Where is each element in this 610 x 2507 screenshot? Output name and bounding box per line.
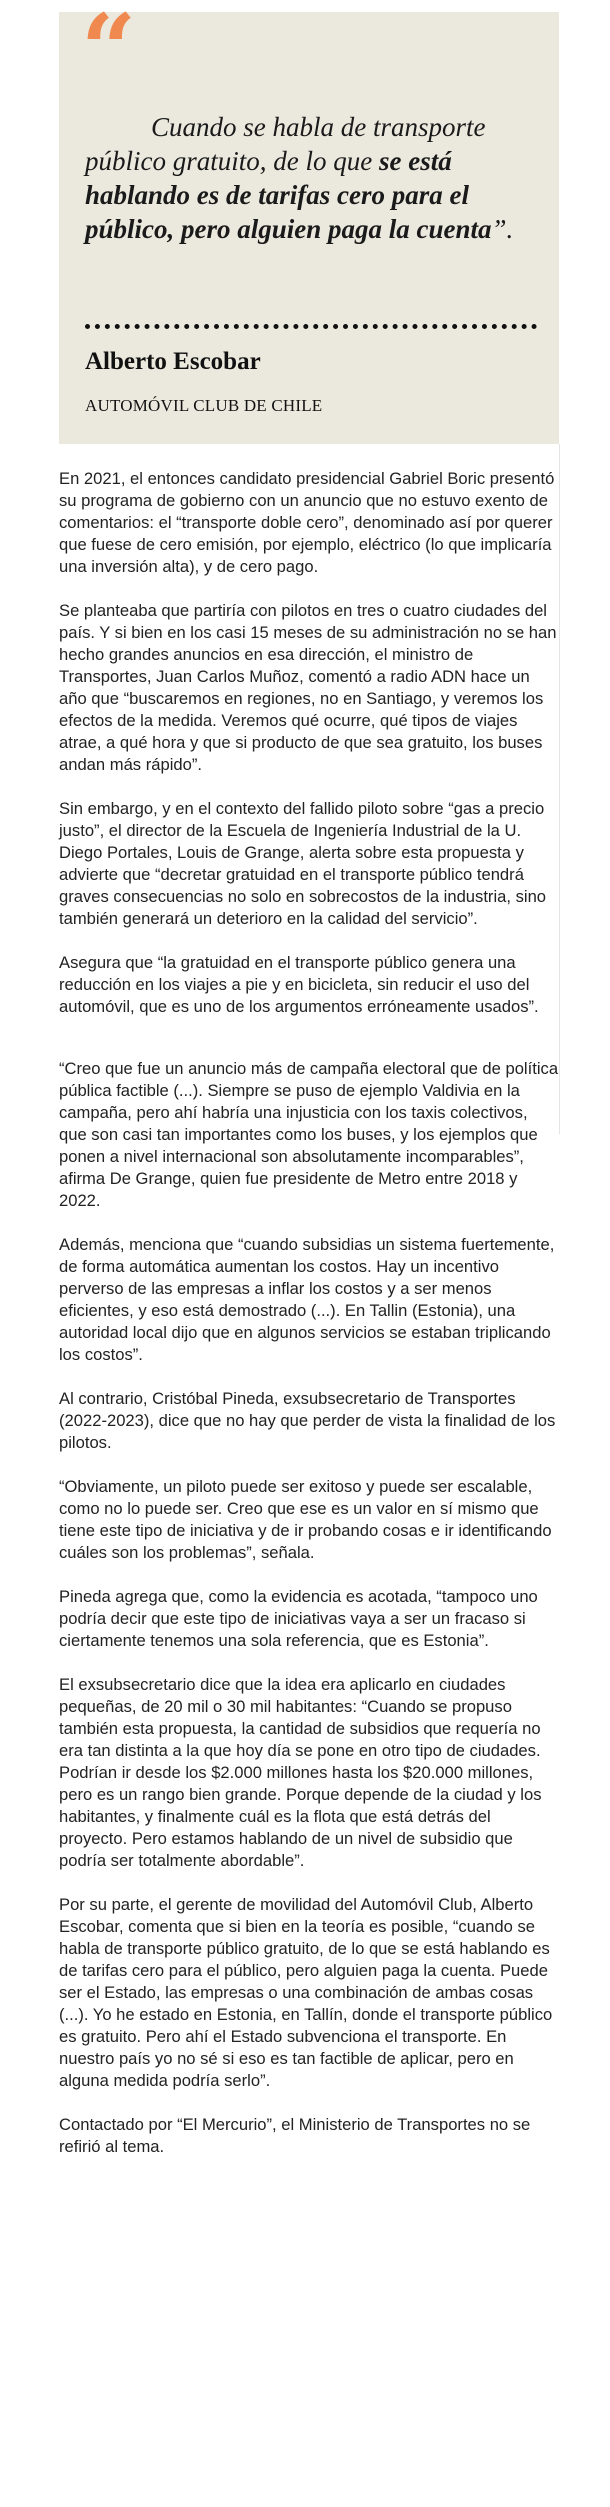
pull-quote-text-bold: se está hablando es de tarifas cero para el público, pero alguien paga la cuenta: [85, 146, 492, 244]
paragraph: Pineda agrega que, como la evidencia es acotada, “tampoco uno podría decir que este tipo de iniciativas vaya a ser un fracaso si ciertamente tenemos una sola referencia, que es Estonia”.: [59, 1587, 538, 1650]
paragraph: Asegura que “la gratuidad en el transporte público genera una reducción en los viajes a pie y en bicicleta, sin reducir el uso del automóvil, que es uno de los argumentos erróneamente usados”.: [59, 953, 539, 1016]
paragraph: “Creo que fue un anuncio más de campaña electoral que de política pública factible (...). Siempre se puso de ejemplo Valdivia en la campaña, pero ahí habría una injusticia con los taxis colectivos, que son casi tan importantes como los buses, y los ejemplos que ponen a nivel internacional son absolutamente incomparables”, afirma De Grange, quien fue presidente de Metro entre 2018 y 2022.: [59, 1059, 559, 1210]
pull-quote-box: [59, 0, 559, 444]
quote-author-organization: AUTOMÓVIL CLUB DE CHILE: [85, 396, 323, 415]
paragraph: Además, menciona que “cuando subsidias un sistema fuertemente, de forma automática aumentan los costos. Hay un incentivo perverso de las empresas a inflar los costos y a ser menos eficientes, y eso está demostrado (...). En Tallin (Estonia), una autoridad local dijo que en algunos servicios se estaban triplicando los costos”.: [59, 1235, 555, 1364]
dotted-divider: [85, 324, 537, 329]
column-rule: [559, 444, 560, 1134]
pull-quote-text: [85, 110, 545, 246]
paragraph: Se planteaba que partiría con pilotos en tres o cuatro ciudades del país. Y si bien en los casi 15 meses de su administración no se han hecho grandes anuncios en esa dirección, el ministro de Transportes, Juan Carlos Muñoz, comentó a radio ADN hace un año que “buscaremos en regiones, no en Santiago, y veremos los efectos de la medida. Veremos qué ocurre, qué tipos de viajes atrae, a qué hora y que si producto de que sea gratuito, los buses andan más rápido”.: [59, 601, 557, 774]
paragraph: Por su parte, el gerente de movilidad del Automóvil Club, Alberto Escobar, comenta que si bien en la teoría es posible, “cuando se habla de transporte público gratuito, de lo que se está hablando es de tarifas cero para el público, pero alguien paga la cuenta. Puede ser el Estado, las empresas o una combinación de ambas cosas (...). Yo he estado en Estonia, en Tallín, donde el transporte público es gratuito. Pero ahí el Estado subvenciona el transporte. En nuestro país yo no sé si eso es tan factible de aplicar, pero en alguna medida podría serlo”.: [59, 1895, 553, 2090]
paragraph: El exsubsecretario dice que la idea era aplicarlo en ciudades pequeñas, de 20 mil o 30 mil habitantes: “Cuando se propuso también esta propuesta, la cantidad de subsidios que requería no era tan distinta a la que hoy día se pone en otro tipo de ciudades. Podrían ir desde los $2.000 millones hasta los $20.000 millones, pero es un rango bien grande. Porque depende de la ciudad y los habitantes, y finalmente cuál es la flota que está detrás del proyecto. Pero estamos hablando de un nivel de subsidio que podría ser totalmente abordable”.: [59, 1675, 542, 1870]
paragraph: “Obviamente, un piloto puede ser exitoso y puede ser escalable, como no lo puede ser. Creo que ese es un valor en sí mismo que tiene este tipo de iniciativa y de ir probando cosas e ir identificando cuáles son los problemas”, señala.: [59, 1477, 552, 1562]
paragraph: Al contrario, Cristóbal Pineda, exsubsecretario de Transportes (2022-2023), dice que no hay que perder de vista la finalidad de los pilotos.: [59, 1389, 556, 1452]
article-body: [59, 468, 559, 2180]
pull-quote-text-end: ”.: [491, 214, 514, 244]
pull-quote-text-part1: Cuando se habla de transporte público gratuito, de lo que: [85, 112, 486, 176]
quote-mark-icon: “: [81, 0, 137, 106]
paragraph: Contactado por “El Mercurio”, el Ministerio de Transportes no se refirió al tema.: [59, 2115, 531, 2156]
quote-author-name: Alberto Escobar: [85, 348, 261, 375]
paragraph: En 2021, el entonces candidato presidencial Gabriel Boric presentó su programa de gobierno con un anuncio que no estuvo exento de comentarios: el “transporte doble cero”, denominado así por querer que fuese de cero emisión, por ejemplo, eléctrico (lo que implicaría una inversión alta), y de cero pago.: [59, 469, 555, 576]
paragraph: Sin embargo, y en el contexto del fallido piloto sobre “gas a precio justo”, el director de la Escuela de Ingeniería Industrial de la U. Diego Portales, Louis de Grange, alerta sobre esta propuesta y advierte que “decretar gratuidad en el transporte público tendrá graves consecuencias no solo en sobrecostos de la industria, sino también generará un deterioro en la calidad del servicio”.: [59, 799, 547, 928]
